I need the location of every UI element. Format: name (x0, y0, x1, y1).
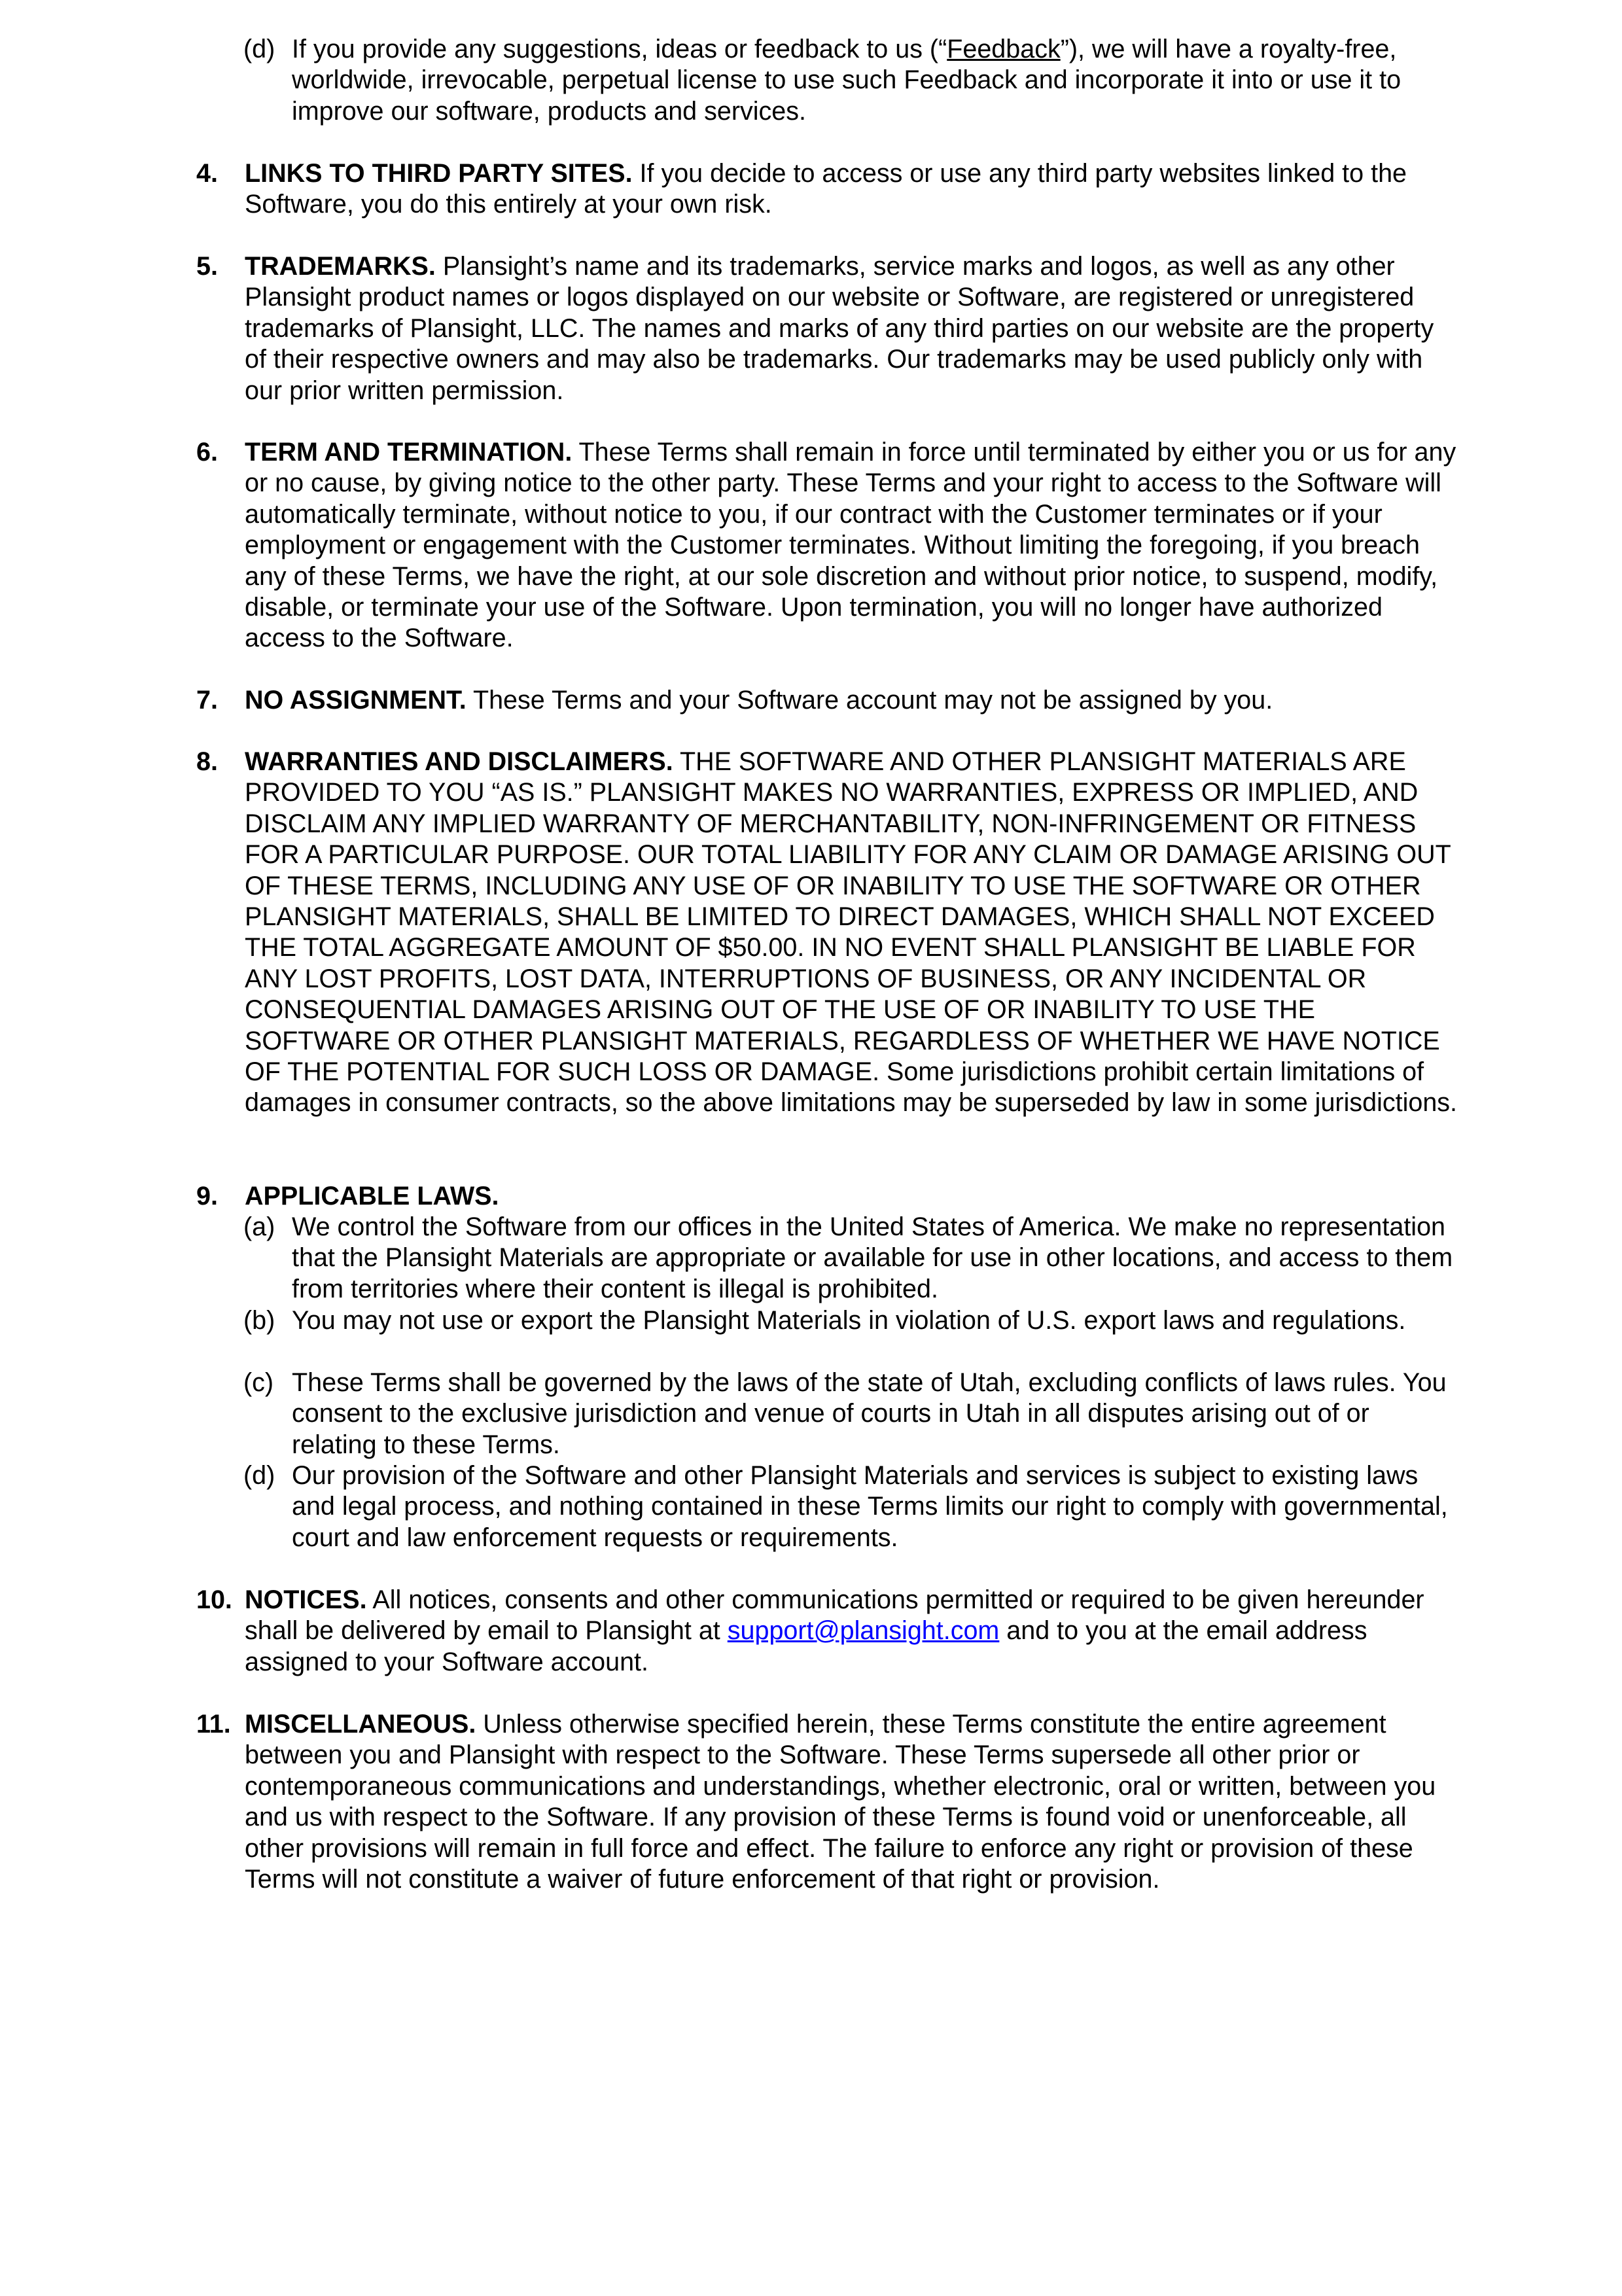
support-email-link[interactable]: support@plansight.com (727, 1616, 1000, 1646)
section-11-miscellaneous (196, 1709, 1459, 1895)
subitem-9c (243, 1368, 1460, 1460)
section-heading: LINKS TO THIRD PARTY SITES. (245, 159, 633, 188)
subitem-text: If you provide any suggestions, ideas or feedback to us (“Feedback”), we will have a royalty-free, worldwide, irrevocable, perpetual license to use such Feedback and incorporate it into or use it to improve our software, products and services. (292, 35, 1402, 126)
section-number: 6. (196, 438, 218, 467)
section-heading: NOTICES. (245, 1585, 367, 1614)
section-text: Unless otherwise specified herein, these Terms constitute the entire agreement between you and Plansight with respect to the Software. These Terms supersede all other prior or contemporaneous communications and understandings, whether electronic, oral or written, between you and us with respect to the Software. If any provision of these Terms is found void or unenforceable, all other provisions will remain in full force and effect. The failure to enforce any right or provision of these Terms will not constitute a waiver of future enforcement of that right or provision. (245, 1710, 1436, 1894)
section-heading: APPLICABLE LAWS. (245, 1182, 499, 1210)
section-8-warranties (196, 747, 1459, 1119)
subitem-label: (b) (243, 1306, 275, 1335)
section-number: 11. (196, 1710, 231, 1739)
subitem-text: These Terms shall be governed by the laws of the state of Utah, excluding conflicts of laws rules. You consent to the exclusive jurisdiction and venue of courts in Utah in all disputes arising out of or relating to these Terms. (292, 1368, 1447, 1459)
subitem-9b (243, 1305, 1460, 1336)
section-text: These Terms shall remain in force until terminated by either you or us for any or no cause, by giving notice to the other party. These Terms and your right to access to the Software will automatically terminate, without notice to you, if our contract with the Customer terminates or if your employment or engagement with the Customer terminates. Without limiting the foregoing, if you breach any of these Terms, we have the right, at our sole discretion and without prior notice, to suspend, modify, disable, or terminate your use of the Software. Upon termination, you will no longer have authorized access to the Software. (245, 438, 1456, 653)
section-4-links (196, 158, 1459, 221)
section-text: THE SOFTWARE AND OTHER PLANSIGHT MATERIALS ARE PROVIDED TO YOU “AS IS.” PLANSIGHT MAKES NO WARRANTIES, EXPRESS OR IMPLIED, AND DISCLAIM ANY IMPLIED WARRANTY OF MERCHANTABILITY, NON-INFRINGEMENT OR FITNESS FOR A PARTICULAR PURPOSE. OUR TOTAL LIABILITY FOR ANY CLAIM OR DAMAGE ARISING OUT OF THESE TERMS, INCLUDING ANY USE OF OR INABILITY TO USE THE SOFTWARE OR OTHER PLANSIGHT MATERIALS, SHALL BE LIMITED TO DIRECT DAMAGES, WHICH SHALL NOT EXCEED THE TOTAL AGGREGATE AMOUNT OF $50.00. IN NO EVENT SHALL PLANSIGHT BE LIABLE FOR ANY LOST PROFITS, LOST DATA, INTERRUPTIONS OF BUSINESS, OR ANY INCIDENTAL OR CONSEQUENTIAL DAMAGES ARISING OUT OF THE USE OF OR INABILITY TO USE THE SOFTWARE OR OTHER PLANSIGHT MATERIALS, REGARDLESS OF WHETHER WE HAVE NOTICE OF THE POTENTIAL FOR SUCH LOSS OR DAMAGE. Some jurisdictions prohibit certain limitations of damages in consumer contracts, so the above limitations may be superseded by law in some jurisdictions. (245, 747, 1458, 1118)
section-number: 8. (196, 747, 218, 776)
subitem-label: (d) (243, 35, 275, 63)
section-heading: MISCELLANEOUS. (245, 1710, 476, 1739)
subitem-9d (243, 1460, 1460, 1553)
section-5-trademarks (196, 251, 1459, 406)
section-number: 9. (196, 1182, 218, 1210)
subitem-label: (c) (243, 1368, 274, 1397)
section-heading: TERM AND TERMINATION. (245, 438, 573, 467)
section-10-notices (196, 1585, 1459, 1678)
subitem-9a (243, 1212, 1460, 1305)
section-text: and to you at the email address assigned to your Software account. (245, 1616, 1367, 1676)
subitem-text: We control the Software from our offices in the United States of America. We make no representation that the Plansight Materials are appropriate or available for use in other locations, and access to them from territories where their content is illegal is prohibited. (292, 1212, 1453, 1303)
section-9-applicable-laws (196, 1181, 1459, 1212)
section-heading: NO ASSIGNMENT. (245, 686, 467, 715)
section-text: Plansight’s name and its trademarks, service marks and logos, as well as any other Plansight product names or logos displayed on our website or Software, are registered or unregistered trademarks of Plansight, LLC. The names and marks of any third parties on our website are the property of their respective owners and may also be trademarks. Our trademarks may be used publicly only with our prior written permission. (245, 252, 1434, 405)
subitem-feedback (243, 34, 1460, 127)
section-text: If you decide to access or use any third party websites linked to the Software, you do this entirely at your own risk. (245, 159, 1407, 219)
section-text: These Terms and your Software account may not be assigned by you. (466, 686, 1273, 715)
subitem-label: (d) (243, 1461, 275, 1490)
subitem-text: You may not use or export the Plansight Materials in violation of U.S. export laws and regulations. (292, 1306, 1406, 1335)
section-number: 4. (196, 159, 218, 188)
section-number: 7. (196, 686, 218, 715)
section-number: 5. (196, 252, 218, 281)
subitem-label: (a) (243, 1212, 275, 1241)
section-text: All notices, consents and other communications permitted or required to be given hereunder shall be delivered by email to Plansight at (245, 1585, 1424, 1646)
subitem-text: Our provision of the Software and other Plansight Materials and services is subject to existing laws and legal process, and nothing contained in these Terms limits our right to comply with governmental, court and law enforcement requests or requirements. (292, 1461, 1448, 1552)
section-6-term-termination (196, 437, 1459, 654)
section-heading: TRADEMARKS. (245, 252, 436, 281)
section-7-no-assignment (196, 685, 1459, 716)
section-number: 10. (196, 1585, 232, 1614)
defined-term-feedback: Feedback (947, 35, 1061, 63)
section-heading: WARRANTIES AND DISCLAIMERS. (245, 747, 673, 776)
